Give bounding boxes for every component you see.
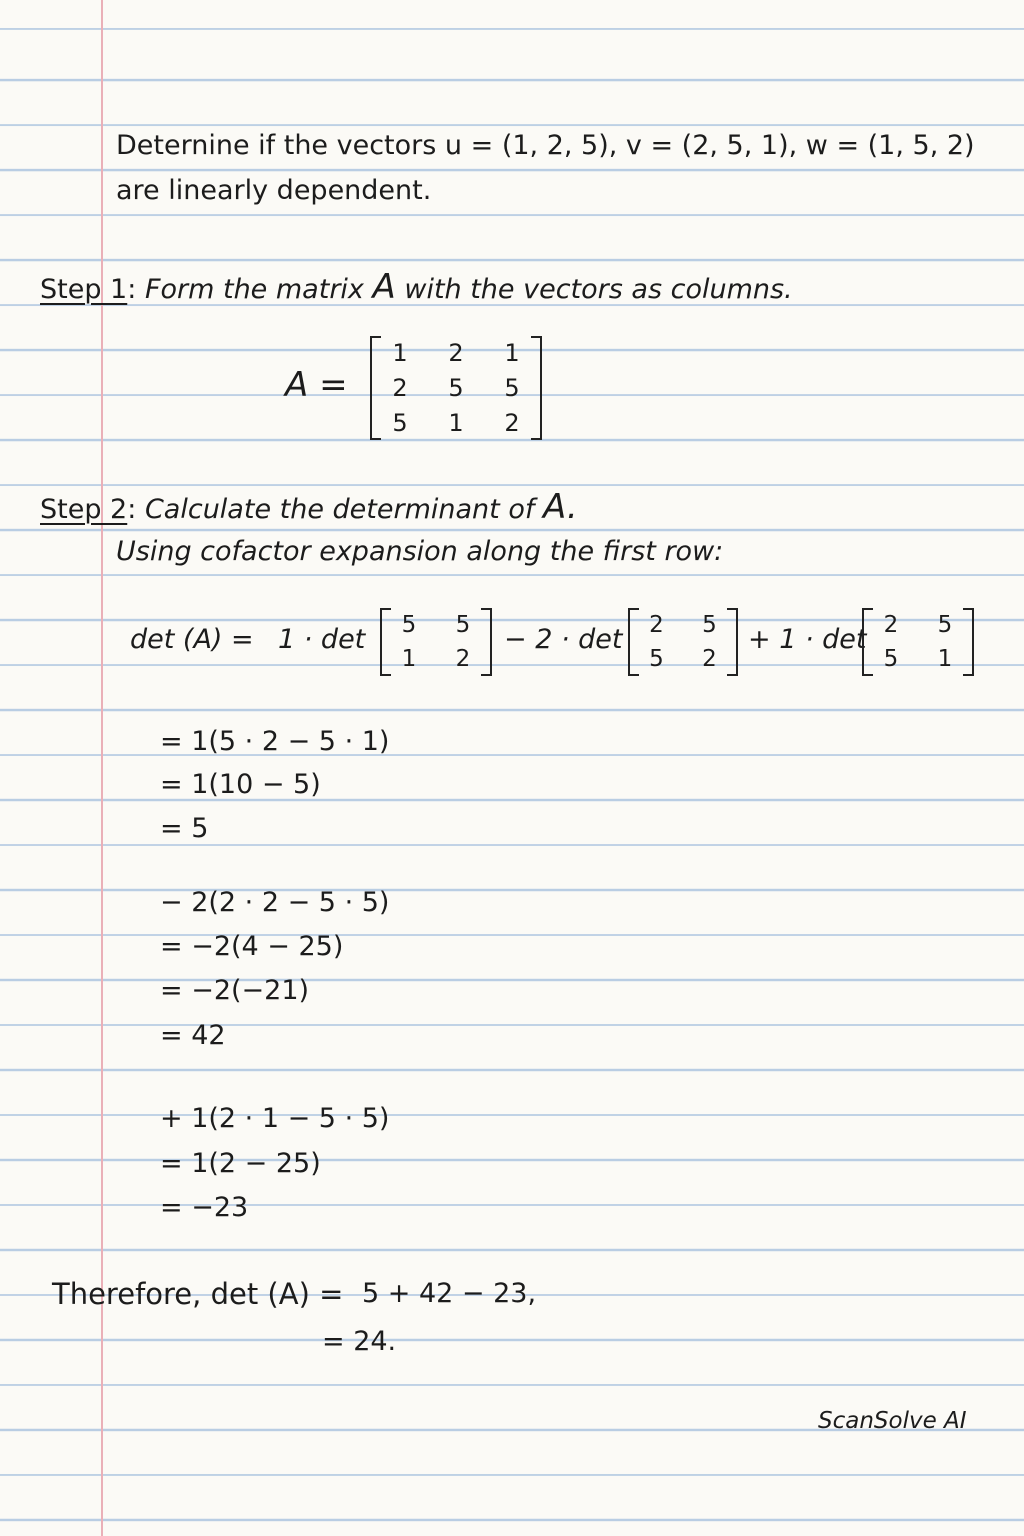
step2-colon: : [127,494,137,525]
minor-3-cell: 2 [883,611,899,638]
conclusion-label: Therefore, det (A) = [52,1277,344,1311]
matrix-a-cell: 5 [392,408,408,437]
expansion-lhs: det (A) = [130,624,254,655]
minor-2-cell: 5 [649,645,664,672]
step1-label: Step 1 [40,274,128,305]
minor-1-cell: 5 [401,611,417,638]
conclusion-line-2: = 24. [322,1326,397,1357]
calc1-line: = 1(10 − 5) [160,769,321,800]
step2-var: A. [542,487,578,527]
step1-text2: with the vectors as columns. [404,274,793,305]
matrix-a-cell: 2 [448,339,464,368]
step1-colon: : [127,274,137,305]
matrix-a-lhs: A = [285,365,348,405]
calc3-line: = 1(2 − 25) [160,1148,321,1179]
calc2-line: = 42 [160,1020,226,1051]
calc2-line: = −2(4 − 25) [160,931,344,962]
minor-matrix-3 [862,608,974,676]
step2-subtext: Using cofactor expansion along the first row: [116,536,724,567]
minor-2-cell: 5 [702,611,717,638]
minor-2-cell: 2 [702,645,717,672]
expansion-term3-coef: + 1 · det [748,624,867,655]
minor-1-cell: 5 [455,611,471,638]
calc3-line: + 1(2 · 1 − 5 · 5) [160,1103,390,1134]
step2-label: Step 2 [40,494,128,525]
minor-matrix-1 [380,608,492,676]
minor-1-cell: 1 [401,645,417,672]
expansion-term2-coef: − 2 · det [504,624,623,655]
step2-heading [40,487,578,527]
matrix-a [370,336,542,440]
minor-3-cell: 5 [883,645,899,672]
matrix-a-cell: 1 [504,339,520,368]
calc2-line: = −2(−21) [160,975,310,1006]
minor-2-cell: 2 [649,611,664,638]
step1-heading [40,267,793,307]
matrix-a-cell: 1 [392,339,408,368]
calc1-line: = 5 [160,813,209,844]
conclusion-line-1: 5 + 42 − 23, [362,1278,537,1309]
minor-3-cell: 1 [937,645,953,672]
calc3-line: = −23 [160,1192,249,1223]
calc2-line: − 2(2 · 2 − 5 · 5) [160,887,390,918]
minor-1-cell: 2 [455,645,471,672]
matrix-a-cell: 1 [448,408,464,437]
step1-text: Form the matrix [144,274,364,305]
brand-label: ScanSolve AI [818,1408,967,1434]
minor-3-cell: 5 [937,611,953,638]
matrix-a-cell: 5 [504,373,520,402]
minor-matrix-2 [628,608,738,676]
problem-line-1: Deternine if the vectors u = (1, 2, 5), v = (2, 5, 1), w = (1, 5, 2) [116,130,975,161]
step1-var: A [372,267,396,307]
calc1-line: = 1(5 · 2 − 5 · 1) [160,726,390,757]
matrix-a-cell: 2 [504,408,520,437]
matrix-a-cell: 5 [448,373,464,402]
step2-text: Calculate the determinant of [144,494,535,525]
matrix-a-cell: 2 [392,373,408,402]
expansion-term1-coef: 1 · det [278,624,366,655]
problem-line-2: are linearly dependent. [116,175,432,206]
